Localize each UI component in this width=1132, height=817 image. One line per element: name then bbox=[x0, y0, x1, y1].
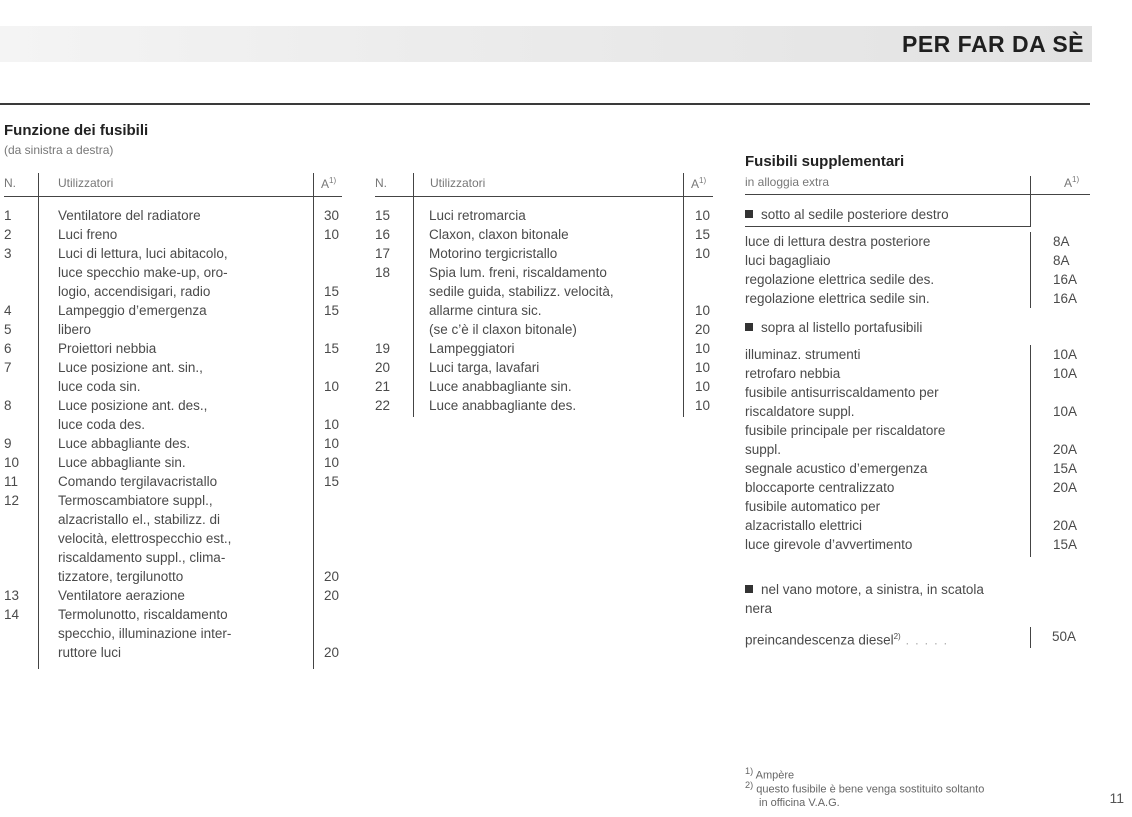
col-header-users: Utilizzatori bbox=[58, 176, 114, 190]
header-rule-mid bbox=[375, 196, 713, 197]
extra-title: Fusibili supplementari bbox=[745, 153, 905, 170]
extra-group2-list bbox=[745, 345, 1090, 554]
fuse-number: 13 bbox=[4, 588, 20, 603]
mid-row bbox=[375, 244, 715, 263]
fuse-table-left bbox=[4, 206, 344, 662]
header-divider bbox=[0, 103, 1090, 105]
left-row bbox=[4, 548, 344, 567]
mid-row bbox=[375, 320, 715, 339]
col-header-users-2: Utilizzatori bbox=[430, 176, 486, 190]
extra-fuse-row bbox=[745, 232, 1090, 251]
extra-fuse-amperage: 16A bbox=[1053, 272, 1078, 287]
fuse-number: 19 bbox=[375, 341, 391, 356]
extra-fuse-user: luce di lettura destra posteriore bbox=[745, 234, 931, 249]
fuse-user: Lampeggio d’emergenza bbox=[58, 303, 207, 318]
fuse-user: Spia lum. freni, riscaldamento bbox=[429, 265, 607, 280]
extra-fuse-row bbox=[745, 516, 1090, 535]
fuse-user: Motorino tergicristallo bbox=[429, 246, 558, 261]
extra-fuse-user: suppl. bbox=[745, 442, 782, 457]
left-row bbox=[4, 605, 344, 624]
extra-fuse-row bbox=[745, 345, 1090, 364]
extra-g2-divider bbox=[1030, 345, 1031, 557]
fuse-number: 22 bbox=[375, 398, 391, 413]
fuse-user: Luce anabbagliante sin. bbox=[429, 379, 572, 394]
fuse-number: 1 bbox=[4, 208, 12, 223]
fuse-user: Luci freno bbox=[58, 227, 118, 242]
fuse-user: alzacristallo el., stabilizz. di bbox=[58, 512, 221, 527]
col-header-n: N. bbox=[4, 176, 16, 190]
fuse-user: Termolunotto, riscaldamento bbox=[58, 607, 228, 622]
extra-fuse-amperage: 20A bbox=[1053, 480, 1078, 495]
mid-row bbox=[375, 396, 715, 415]
extra-group3-label: nel vano motore, a sinistra, in scatola nera bbox=[745, 582, 984, 616]
fuse-amperage: 15 bbox=[324, 303, 340, 318]
fuse-number: 14 bbox=[4, 607, 20, 622]
extra-group2-label: sopra al listello portafusibili bbox=[745, 320, 922, 335]
left-row bbox=[4, 282, 344, 301]
extra-g1-divider bbox=[1030, 232, 1031, 308]
fuse-user: Proiettori nebbia bbox=[58, 341, 157, 356]
left-row bbox=[4, 624, 344, 643]
extra-fuse-user: illuminaz. strumenti bbox=[745, 347, 861, 362]
mid-row bbox=[375, 263, 715, 282]
footnote-2: $^{2)}$ questo fusibile è bene venga sostituito soltanto in officina V.A.G. bbox=[745, 780, 985, 809]
fuse-number: 18 bbox=[375, 265, 391, 280]
fuse-number: 2 bbox=[4, 227, 12, 242]
fuse-number: 17 bbox=[375, 246, 391, 261]
fuse-number: 6 bbox=[4, 341, 12, 356]
fuse-amperage: 10 bbox=[695, 379, 711, 394]
left-row bbox=[4, 225, 344, 244]
left-row bbox=[4, 377, 344, 396]
fuse-user: riscaldamento suppl., clima- bbox=[58, 550, 226, 565]
left-row bbox=[4, 567, 344, 586]
left-row bbox=[4, 586, 344, 605]
left-row bbox=[4, 339, 344, 358]
fuse-user: Luci di lettura, luci abitacolo, bbox=[58, 246, 228, 261]
fuse-amperage: 20 bbox=[324, 569, 340, 584]
fuse-number: 12 bbox=[4, 493, 20, 508]
header-rule-left bbox=[4, 196, 342, 197]
extra-g3-divider bbox=[1030, 627, 1031, 648]
extra-fuse-user: riscaldatore suppl. bbox=[745, 404, 855, 419]
left-row bbox=[4, 263, 344, 282]
left-row bbox=[4, 396, 344, 415]
extra-fuse-amperage: 8A bbox=[1053, 234, 1070, 249]
extra-fuse-user: fusibile principale per riscaldatore bbox=[745, 423, 946, 438]
left-row bbox=[4, 320, 344, 339]
left-row bbox=[4, 529, 344, 548]
extra-fuse-user: fusibile antisurriscaldamento per bbox=[745, 385, 939, 400]
fuse-user: Ventilatore aerazione bbox=[58, 588, 185, 603]
extra-fuse-user: segnale acustico d’emergenza bbox=[745, 461, 928, 476]
extra-col-divider-top bbox=[1030, 176, 1031, 227]
fuse-amperage: 10 bbox=[695, 246, 711, 261]
fuse-amperage: 30 bbox=[324, 208, 340, 223]
left-row bbox=[4, 434, 344, 453]
extra-fuse-amperage: 16A bbox=[1053, 291, 1078, 306]
fuse-amperage: 20 bbox=[324, 645, 340, 660]
left-row bbox=[4, 244, 344, 263]
extra-fuse-amperage: 10A bbox=[1053, 366, 1078, 381]
extra-fuse-row bbox=[745, 440, 1090, 459]
fuse-amperage: 10 bbox=[695, 398, 711, 413]
fuse-user: sedile guida, stabilizz. velocità, bbox=[429, 284, 614, 299]
left-row bbox=[4, 358, 344, 377]
section-title: Funzione dei fusibili bbox=[4, 122, 149, 139]
extra-header-rule bbox=[745, 194, 1090, 195]
fuse-number: 20 bbox=[375, 360, 391, 375]
fuse-user: Claxon, claxon bitonale bbox=[429, 227, 569, 242]
page-title: PER FAR DA SÈ bbox=[901, 31, 1084, 57]
extra-fuse-amperage: 15A bbox=[1053, 537, 1078, 552]
fuse-user: specchio, illuminazione inter- bbox=[58, 626, 232, 641]
fuse-amperage: 10 bbox=[695, 303, 711, 318]
fuse-user: luce specchio make-up, oro- bbox=[58, 265, 228, 280]
fuse-amperage: 15 bbox=[695, 227, 711, 242]
extra-fuse-amperage: 10A bbox=[1053, 347, 1078, 362]
fuse-amperage: 10 bbox=[324, 417, 340, 432]
fuse-number: 5 bbox=[4, 322, 12, 337]
extra-fuse-row bbox=[745, 289, 1090, 308]
extra-fuse-amperage: 20A bbox=[1053, 442, 1078, 457]
fuse-user: allarme cintura sic. bbox=[429, 303, 542, 318]
extra-col-amp: $A^{1)}$ bbox=[1064, 175, 1080, 190]
extra-fuse-row bbox=[745, 251, 1090, 270]
extra-fuse-user: fusibile automatico per bbox=[745, 499, 881, 514]
mid-row bbox=[375, 377, 715, 396]
left-row bbox=[4, 415, 344, 434]
extra-fuse-row bbox=[745, 364, 1090, 383]
fuse-user: Termoscambiatore suppl., bbox=[58, 493, 213, 508]
fuse-user: Comando tergilavacristallo bbox=[58, 474, 218, 489]
fuse-number: 9 bbox=[4, 436, 12, 451]
extra-fuse-user: alzacristallo elettrici bbox=[745, 518, 863, 533]
extra-fuse-row bbox=[745, 459, 1090, 478]
fuse-amperage: 20 bbox=[324, 588, 340, 603]
square-bullet-icon bbox=[745, 210, 753, 218]
fuse-user: Luci targa, lavafari bbox=[429, 360, 540, 375]
mid-row bbox=[375, 225, 715, 244]
extra-fuse-user: bloccaporte centralizzato bbox=[745, 480, 895, 495]
fuse-number: 7 bbox=[4, 360, 12, 375]
left-row bbox=[4, 206, 344, 225]
extra-group1-rule bbox=[745, 226, 1031, 227]
fuse-user: logio, accendisigari, radio bbox=[58, 284, 211, 299]
fuse-user: luce coda des. bbox=[58, 417, 146, 432]
mid-row bbox=[375, 282, 715, 301]
fuse-amperage: 15 bbox=[324, 474, 340, 489]
extra-fuse-row bbox=[745, 402, 1090, 421]
fuse-amperage: 10 bbox=[324, 436, 340, 451]
fuse-user: luce coda sin. bbox=[58, 379, 141, 394]
fuse-amperage: 10 bbox=[324, 455, 340, 470]
left-row bbox=[4, 643, 344, 662]
fuse-amperage: 15 bbox=[324, 341, 340, 356]
left-row bbox=[4, 491, 344, 510]
fuse-amperage: 20 bbox=[695, 322, 711, 337]
col-header-n-2: N. bbox=[375, 176, 387, 190]
section-subtitle: (da sinistra a destra) bbox=[4, 143, 114, 157]
square-bullet-icon bbox=[745, 585, 753, 593]
square-bullet-icon bbox=[745, 323, 753, 331]
fuse-user: Luce anabbagliante des. bbox=[429, 398, 577, 413]
extra-fuse-row bbox=[745, 270, 1090, 289]
extra-group1-list bbox=[745, 232, 1090, 308]
fuse-user: libero bbox=[58, 322, 92, 337]
fuse-amperage: 10 bbox=[695, 341, 711, 356]
left-row bbox=[4, 472, 344, 491]
extra-fuse-user: regolazione elettrica sedile des. bbox=[745, 272, 935, 287]
extra-fuse-amperage: 8A bbox=[1053, 253, 1070, 268]
left-row bbox=[4, 510, 344, 529]
col-header-amp: $A^{1)}$ bbox=[321, 176, 337, 191]
fuse-number: 16 bbox=[375, 227, 391, 242]
mid-row bbox=[375, 206, 715, 225]
fuse-user: Luce posizione ant. sin., bbox=[58, 360, 203, 375]
extra-fuse-user: retrofaro nebbia bbox=[745, 366, 841, 381]
fuse-number: 3 bbox=[4, 246, 12, 261]
fuse-user: Luce abbagliante des. bbox=[58, 436, 191, 451]
extra-fuse-row bbox=[745, 383, 1090, 402]
fuse-number: 15 bbox=[375, 208, 391, 223]
fuse-amperage: 10 bbox=[695, 208, 711, 223]
fuse-amperage: 15 bbox=[324, 284, 340, 299]
extra-fuse-amperage: 10A bbox=[1053, 404, 1078, 419]
fuse-user: Lampeggiatori bbox=[429, 341, 515, 356]
extra-fuse-user: luci bagagliaio bbox=[745, 253, 831, 268]
extra-group1-label: sotto al sedile posteriore destro bbox=[745, 207, 949, 222]
mid-row bbox=[375, 339, 715, 358]
fuse-user: Luce abbagliante sin. bbox=[58, 455, 186, 470]
fuse-table-middle bbox=[375, 206, 715, 415]
footnote-1: $^{1)}$ Ampère bbox=[745, 766, 795, 782]
col-header-amp-2: $A^{1)}$ bbox=[691, 176, 707, 191]
fuse-user: tizzatore, tergilunotto bbox=[58, 569, 184, 584]
mid-row bbox=[375, 358, 715, 377]
extra-group3-row: preincandescenza diesel$^{2)}$ . . . . . 50A bbox=[745, 629, 1077, 648]
fuse-user: (se c’è il claxon bitonale) bbox=[429, 322, 577, 337]
fuse-number: 8 bbox=[4, 398, 12, 413]
fuse-amperage: 10 bbox=[695, 360, 711, 375]
extra-subtitle: in alloggia extra bbox=[745, 175, 830, 189]
fuse-amperage: 10 bbox=[324, 379, 340, 394]
left-row bbox=[4, 453, 344, 472]
extra-fuse-amperage: 20A bbox=[1053, 518, 1078, 533]
fuse-number: 4 bbox=[4, 303, 12, 318]
extra-fuse-row bbox=[745, 421, 1090, 440]
extra-fuse-row bbox=[745, 535, 1090, 554]
fuse-user: Luce posizione ant. des., bbox=[58, 398, 208, 413]
fuse-number: 10 bbox=[4, 455, 20, 470]
extra-fuse-row bbox=[745, 497, 1090, 516]
fuse-user: Luci retromarcia bbox=[429, 208, 526, 223]
fuse-number: 21 bbox=[375, 379, 391, 394]
extra-fuse-user: regolazione elettrica sedile sin. bbox=[745, 291, 930, 306]
extra-fuse-user: luce girevole d’avvertimento bbox=[745, 537, 913, 552]
fuse-number: 11 bbox=[4, 474, 19, 489]
extra-fuse-amperage: 15A bbox=[1053, 461, 1078, 476]
extra-fuse-row bbox=[745, 478, 1090, 497]
fuse-amperage: 10 bbox=[324, 227, 340, 242]
left-row bbox=[4, 301, 344, 320]
fuse-user: velocità, elettrospecchio est., bbox=[58, 531, 232, 546]
fuse-user: ruttore luci bbox=[58, 645, 122, 660]
mid-row bbox=[375, 301, 715, 320]
fuse-user: Ventilatore del radiatore bbox=[58, 208, 201, 223]
page-number: 11 bbox=[1109, 790, 1124, 806]
